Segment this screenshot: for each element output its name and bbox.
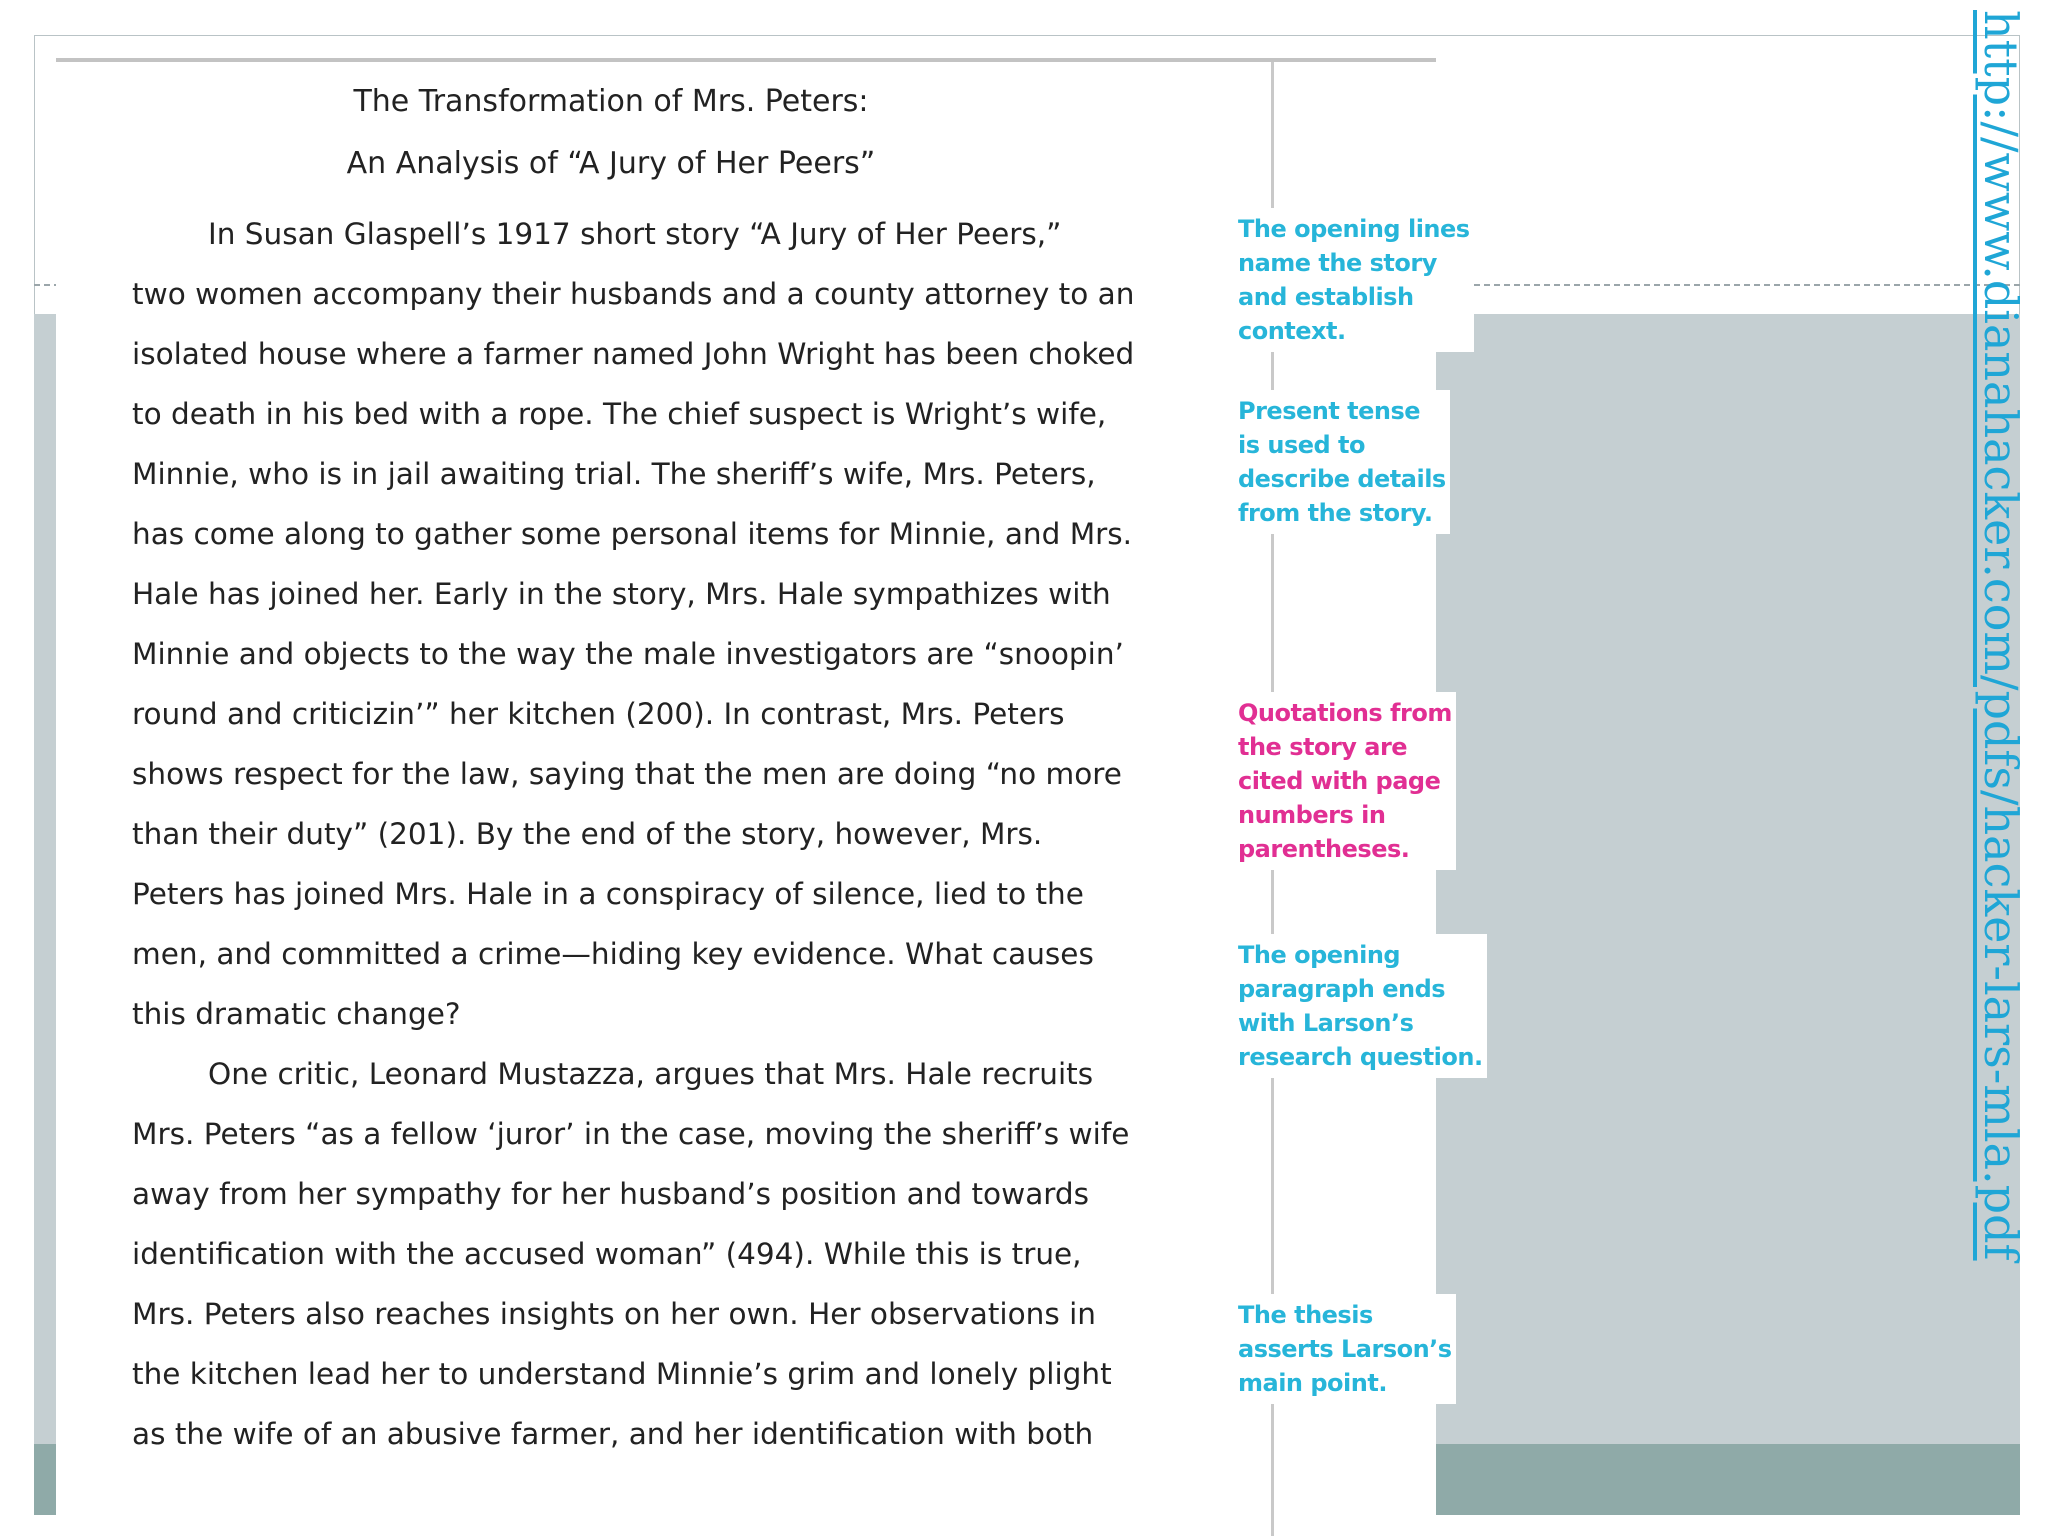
essay-line: Hale has joined her. Early in the story, Mrs. Hale sympathizes with (132, 577, 1111, 611)
essay-line: men, and committed a crime—hiding key evidence. What causes (132, 937, 1094, 971)
essay-line: than their duty” (201). By the end of the story, however, Mrs. (132, 817, 1043, 851)
essay-line: round and criticizin’” her kitchen (200). In contrast, Mrs. Peters (132, 697, 1065, 731)
annotation-thesis: The thesis asserts Larson’s main point. (1234, 1294, 1456, 1404)
essay-body (132, 204, 1135, 1464)
essay-line: two women accompany their husbands and a county attorney to an (132, 277, 1135, 311)
essay-line: Minnie and objects to the way the male investigators are “snoopin’ (132, 637, 1124, 671)
annotation-opening-lines: The opening lines name the story and establish context. (1234, 208, 1474, 352)
essay-line: Minnie, who is in jail awaiting trial. The sheriff’s wife, Mrs. Peters, (132, 457, 1096, 491)
annotation-quotations: Quotations from the story are cited with page numbers in parentheses. (1234, 692, 1456, 870)
essay-line: as the wife of an abusive farmer, and her identification with both (132, 1417, 1094, 1451)
essay-line: the kitchen lead her to understand Minnie’s grim and lonely plight (132, 1357, 1112, 1391)
essay-line: away from her sympathy for her husband’s position and towards (132, 1177, 1089, 1211)
essay-line: has come along to gather some personal items for Minnie, and Mrs. (132, 517, 1133, 551)
essay-line: this dramatic change? (132, 997, 461, 1031)
essay-line: Peters has joined Mrs. Hale in a conspiracy of silence, lied to the (132, 877, 1084, 911)
source-url-link[interactable]: http://www.dianahacker.com/pdfs/hacker-lars-mla.pdf (1974, 10, 2028, 1261)
document-page (56, 58, 1483, 1536)
essay-line: shows respect for the law, saying that the men are doing “no more (132, 757, 1122, 791)
annotation-present-tense: Present tense is used to describe details from the story. (1234, 390, 1450, 534)
annotation-research-question: The opening paragraph ends with Larson’s research question. (1234, 934, 1487, 1078)
page-top-rule (56, 58, 1436, 62)
essay-line: Mrs. Peters also reaches insights on her own. Her observations in (132, 1297, 1097, 1331)
essay-line: identification with the accused woman” (494). While this is true, (132, 1237, 1082, 1271)
essay-line: isolated house where a farmer named John Wright has been choked (132, 337, 1135, 371)
essay-line: Mrs. Peters “as a fellow ‘juror’ in the case, moving the sheriff’s wife (132, 1117, 1130, 1151)
essay-title-line-2: An Analysis of “A Jury of Her Peers” (346, 146, 876, 181)
essay-line: In Susan Glaspell’s 1917 short story “A Jury of Her Peers,” (208, 217, 1062, 251)
essay-title-line-1: The Transformation of Mrs. Peters: (353, 84, 869, 119)
essay-line: to death in his bed with a rope. The chief suspect is Wright’s wife, (132, 397, 1107, 431)
essay-line: One critic, Leonard Mustazza, argues that Mrs. Hale recruits (208, 1057, 1094, 1091)
